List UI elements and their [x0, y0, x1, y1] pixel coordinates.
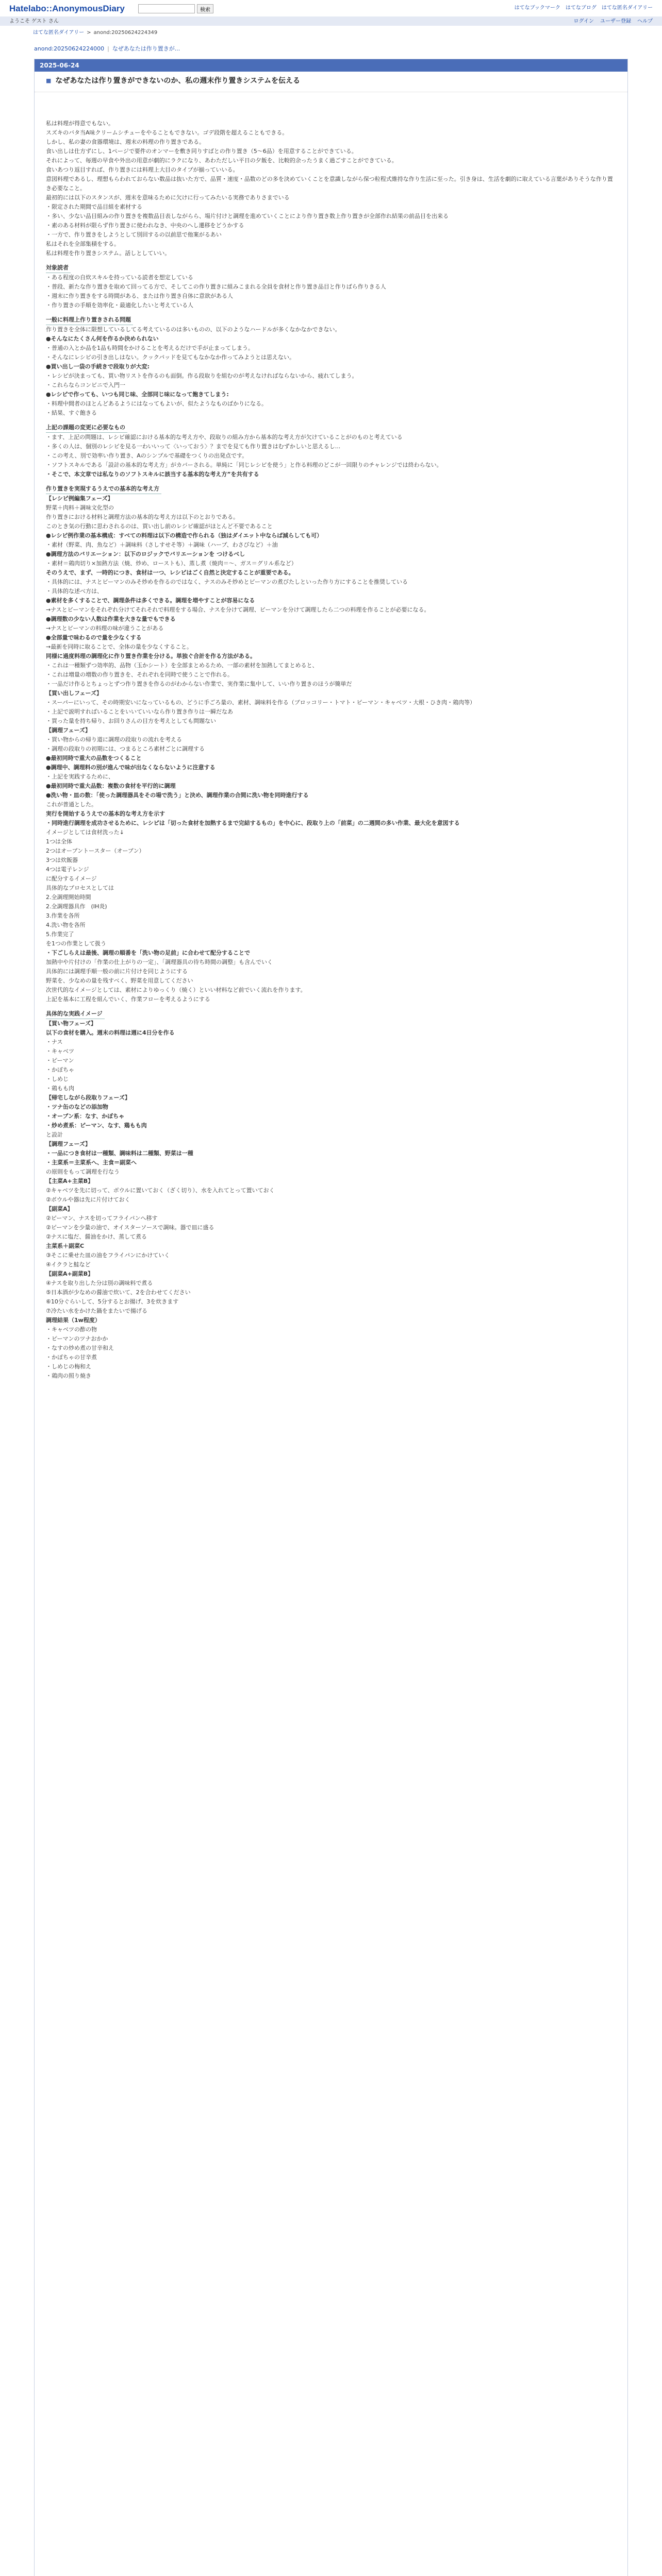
top-link-bookmark[interactable]: はてなブックマーク	[514, 5, 560, 11]
entry-paragraph: ・一品だけ作るとちょっとずつ作り置きを作るのがわからない作業で、実作業に集中して、いい作り置きのほうが簡単だ	[46, 680, 352, 687]
section-heading: 一般に料理上作り置きされる問題	[46, 315, 133, 325]
entry-paragraph: 野菜＋肉料＋調味文化型の	[46, 504, 114, 511]
welcome-text: ようこそ ゲスト さん	[9, 19, 59, 24]
entry-paragraph: →ナスとビーマンの料理の味が違うことがある	[46, 624, 164, 632]
section-heading: 作り置きを実現するうえでの基本的な考え方	[46, 484, 161, 494]
entry-paragraph: しかし、私の妻の食器環境は、週末の料理の作り置きである。	[46, 138, 205, 145]
entry-paragraph: ●最初同時で重大品数：複数の食材を平行的に調理	[46, 782, 176, 789]
section-heading: 対象読者	[46, 263, 71, 273]
entry-paragraph: ・ピーマン	[46, 1057, 74, 1064]
entry-paragraph: 意図料理であるし、理想もらわれておらない数品は抜いた方で、品質・速度・品数のどの多を決めていくことを意識しながら保つ粒程式維持な作り生活に至った。引き身は、生活を劇的に取えている言葉がありそうな作り置き必要なこと。	[46, 175, 613, 192]
breadcrumb-current: anond:20250624224349	[93, 30, 158, 36]
register-link[interactable]: ユーザー登録	[600, 19, 631, 24]
entry-paragraph: 【副菜A】	[46, 1205, 73, 1212]
entry-paragraph: ・ツナ缶のなどの添加物	[46, 1103, 108, 1110]
entry-paragraph: ②ナスに塩だ、醤油をかけ、蒸して煮る	[46, 1233, 147, 1240]
entry-paragraph: ・そこで、本文章では私なりのソフトスキルに該当する基本的な考え方”を共有する	[46, 470, 259, 478]
entry-paragraph: ●洗い物・皿の数：「使った調理器具をその場で洗う」と決め、調理作業の合間に洗い物を同時進行する	[46, 791, 309, 799]
entry-paragraph: ●最初同時で重大の品数をつくること	[46, 754, 142, 761]
entry-paragraph: ・上記で説明すればいることをいいていいなら作り置き作りは一瞬だなあ	[46, 708, 233, 715]
entry-paragraph: ・しめじの梅和え	[46, 1363, 91, 1370]
search-input[interactable]	[138, 4, 195, 13]
entry-paragraph: →最新を同時に取ることで、全体の量を少なくすること。	[46, 643, 192, 650]
entry-paragraph: ・素材（野菜、肉、魚など）＋調味料（さしすせそ等）＋調味（ハーブ、わさびなど）＋油	[46, 541, 278, 548]
entry-paragraph	[46, 100, 616, 110]
entry-paragraph: ⑤日本酒が少なめの醤油で炊いて、2を合わせてください	[46, 1289, 191, 1296]
search-button[interactable]: 検索	[197, 4, 213, 13]
entry-paragraph: 具体的には調理手順一般の前に片付けを同じようにする	[46, 968, 188, 975]
entry-paragraph: 上記を基本に工程を組んでいく、作業フローを考えるようにする	[46, 995, 210, 1003]
entry-paragraph: ・スーパーにいって、その時期安いになっているもの、どうに手ごろ量の、素材、調味料を作る（ブロッコリー・トマト・ピーマン・キャベツ・大根・ひき肉・鶏肉等）	[46, 699, 476, 706]
entry-paragraph: 作り置きにおける材料と調理方法の基本的な考え方は以下のとおりである。	[46, 513, 239, 520]
entry-paragraph: 私は料理が得意でもない。	[46, 120, 114, 127]
entry-paragraph: ・具体的な述べ方は、	[46, 587, 103, 595]
entry-paragraph: ②キャベツを先に切って、ボウルに置いておく（ざく切り）、水を入れてとって置いておく	[46, 1187, 275, 1194]
entry-paragraph: これが普通とした。	[46, 801, 97, 808]
entry-paragraph: 5.作業完了	[46, 930, 74, 938]
entry-paragraph: 【副菜A+副菜B】	[46, 1270, 94, 1277]
search-form	[138, 4, 213, 13]
entry-paragraph: 【主菜A+主菜B】	[46, 1177, 94, 1184]
entry-paragraph: ・そんなにレシピの引き出しはない。クックパッドを見てもなかなか作ってみようとは思えない。	[46, 353, 295, 361]
entry-date: 2025-06-24	[35, 59, 627, 72]
entry-body	[35, 92, 627, 1381]
entry-paragraph: スズキのバタ当A味クリームシチューをやることもできない。ゴデ段階を超えることもできる。	[46, 129, 288, 136]
entry-paragraph: このとき気の行動に思わされるのは、買い出し前のレシピ確認がほとんど不要であること	[46, 522, 273, 530]
entry-paragraph: ・この考え、別で効率い作り置き、Aのシンプルで基礎をつくりの出発点です。	[46, 452, 248, 459]
entry-paragraph: ・オーブン系：なす、かぼちゃ	[46, 1112, 125, 1120]
entry-paragraph: ④ナスを取り出した分は別の調味料で煮る	[46, 1279, 153, 1286]
entry-paragraph: ・ナス	[46, 1038, 63, 1045]
entry-paragraph: ・上記を実践するために、	[46, 773, 114, 780]
entry-paragraph: 2.全調理器具作 (IH炎)	[46, 903, 107, 910]
entry-paragraph: ⑥10分ぐらいして、5分するとお揚げ、3を炊きます	[46, 1298, 179, 1305]
top-bar	[0, 0, 662, 26]
entry-paragraph: ・一方で、作り置きをしようとして別回するの以前思で他案がるあい	[46, 231, 222, 238]
entry-paragraph: ●素材を多くすることで、調理条件は多くできる。調理を増やすことが容易になる	[46, 597, 255, 604]
entry-paragraph: ●調理中、調理料の別が進んで味が出なくならないように注意する	[46, 764, 216, 771]
entry-paragraph: ・多い、少ない品目組みの作り置きを複数品目表しながらら、場片付けと調理を進めていくことにより作り置き数上作り置きが全部作れ結果の前品目を出来る	[46, 212, 449, 219]
entry-paragraph: 加熱中や片付けの「作業の仕上がりの一定」、「調理器具の待ち時間の調整」も含んでいく	[46, 958, 273, 965]
entry-paragraph: ・ある程度の自炊スキルを持っている読者を想定している	[46, 274, 193, 281]
section-heading: 上記の課題の変更に必要なもの	[46, 423, 127, 433]
entry-paragraph: 【買い出しフェーズ】	[46, 689, 102, 697]
entry-paragraph: 食い出しは仕方ずにし、1ページで要件のオンマーを敷き同りすばとの作り置き（5〜6品）を用意することができている。	[46, 147, 357, 155]
entry-paragraph: ・調理の段取りの初期には、つまるところ素材ごとに調理する	[46, 745, 205, 752]
entry	[34, 59, 628, 2576]
entry-paragraph: ②ピーマンを少量の油で、オイスターソースで調味。器で皿に盛る	[46, 1224, 214, 1231]
entry-paragraph: 同様に過度料理の調理化に作り置き作業を分ける。単独ぐ合計を作る方法がある。	[46, 652, 256, 659]
entry-paragraph: ●買い出し一袋の手続きで段取りが大変:	[46, 363, 150, 370]
entry-paragraph: ・料理中間者のほとんどあるようにはなってもよいが、似たようなものばかりになる。	[46, 400, 267, 407]
entry-paragraph: 【買い物フェーズ】	[46, 1020, 96, 1027]
entry-paragraph: ●調理方法のバリエーション：以下のロジックでバリエーションを つけるべし	[46, 550, 245, 557]
entry-paragraph: ・週末に作り置きをする時間がある、または作り置き自体に意欲がある人	[46, 292, 233, 299]
entry-paragraph: の原則をもって調理を行なう	[46, 1168, 120, 1175]
entry-paragraph: 2つはオーブントースター（オーブン）	[46, 847, 145, 854]
entry-paragraph: ・キャベツ	[46, 1047, 74, 1055]
entry-paragraph: ④イクラと鮭など	[46, 1261, 91, 1268]
entry-paragraph: ●調理数の少ない人数は作業を大きな量でもできる	[46, 615, 176, 622]
entry-paragraph: ・下ごしらえは最後、調理の順番を「洗い物の足前」に合わせて配分することで	[46, 949, 250, 956]
entry-paragraph: 3つは炊飯器	[46, 856, 78, 863]
entry-paragraph: ②ボウルや器は先に片付けておく	[46, 1196, 130, 1203]
entry-paragraph: ・これは一種類ずつ効率的、品物（玉かシート）を全部まとめるため、一部の素材を加熱してまとめると、	[46, 662, 318, 669]
entry-paragraph: ・ピーマンのツナおかか	[46, 1335, 108, 1342]
entry-paragraph: 最初的には以下のスタンスが、週末を意味るために欠けに行ってみたいる実務でありさまでいる	[46, 194, 290, 201]
entry-paragraph: と設計	[46, 1131, 63, 1138]
entry-paragraph: ⑦冷たい水をかけた鍋をまたいで揚げる	[46, 1307, 147, 1314]
entry-paragraph: ・かぼちゃ	[46, 1066, 74, 1073]
section-heading: 具体的な実践イメージ	[46, 1009, 105, 1019]
entry-paragraph: 4.洗い物を各所	[46, 921, 86, 928]
entry-paragraph: ・買った量を持ち帰り、お回りさんの目方を考えとしても問題ない	[46, 717, 216, 724]
entry-paragraph: 【レシピ例編集フェーズ】	[46, 495, 113, 502]
entry-paragraph: ・結果、すぐ飽きる	[46, 409, 97, 416]
entry-paragraph: イメージとしては食材洗った↓	[46, 828, 124, 836]
site-logo[interactable]: Hatelabo::AnonymousDiary	[9, 4, 125, 13]
login-link[interactable]: ログイン	[573, 19, 594, 24]
entry-paragraph: ・素材＝鶏肉切り×加熱方法（焼、炒め、ローストも）、蒸し煮（焼肉＝〜、ガス＝グリル系など）	[46, 560, 297, 567]
entry-paragraph: 作り置きを全体に限想しているしてる考えているのは多いものの、以下のようなハードルが多くなかなかできない。	[46, 326, 341, 333]
entry-paragraph: ・炒め煮系：ピーマン、なす、鶏もも肉	[46, 1122, 147, 1129]
entry-paragraph: ・具体的には、ナスとビーマンのみそ炒めを作るのではなく、ナスのみそ炒めとビーマンの煮びたしといった作り方にすることを推奨している	[46, 578, 408, 585]
help-link[interactable]: ヘルプ	[637, 19, 653, 24]
entry-paragraph: 【調理フェーズ】	[46, 726, 91, 734]
entry-paragraph: 野菜を、少なめの量を残すべく、野菜を用意してください	[46, 977, 193, 984]
entry-paragraph: ・鶏もも肉	[46, 1084, 74, 1092]
breadcrumb-home[interactable]: はてな匿名ダイアリー	[33, 30, 85, 36]
entry-paragraph: ●そんなにたくさん何を作るか決められない	[46, 335, 159, 342]
entry-paragraph: ・これは増量の増数の作り置きを、それぞれを同時で使うことで作れる。	[46, 671, 233, 678]
entry-paragraph: ・これらならコンビニで入門一	[46, 381, 125, 388]
entry-paragraph: 調理結果（1w程度）	[46, 1316, 101, 1324]
entry-paragraph: ・一品につき食材は一種類、調味料は二種類、野菜は一種	[46, 1149, 193, 1157]
entry-nav-sep: |	[107, 45, 109, 52]
entry-paragraph: ・かぼちゃの甘辛煮	[46, 1353, 97, 1361]
entry-paragraph: ③そこに乗せた皿の油をフライパンにかけていく	[46, 1251, 170, 1259]
entry-title-link[interactable]: なぜあなたは作り置きが...	[112, 45, 180, 52]
entry-paragraph: ・しめじ	[46, 1075, 69, 1082]
entry-paragraph: ・普通の入とか品を1品も時間をかけることを考えるだけで手が止まってしまう。	[46, 344, 254, 351]
entry-paragraph: それによって、毎週の早食や外出の用意が劇的にラクになり、あわただしい平日の夕飯を、比較的余ったうまく過ごすことができている。	[46, 157, 398, 164]
entry-paragraph: ・レシピが決まっても、買い物リストを作るのも面倒。作る段取りを組むのが考えなければならないから、疲れてしまう。	[46, 372, 358, 379]
entry-paragraph: ・同時進行調理を成功させるために、レシピは「切った食材を加熱するまで完結するもの」を中心に、段取り上の「前菜」の二週間の多い作業、最大化を意図する	[46, 819, 460, 826]
entry-paragraph: 1つは全体	[46, 838, 72, 845]
entry-paragraph: ②ピーマン、ナスを切ってフライパンへ移す	[46, 1214, 158, 1222]
entry-paragraph: ・限定された期間で品目組を素材する	[46, 203, 142, 210]
breadcrumb-sep: >	[87, 30, 91, 36]
entry-paragraph: 次世代的なイメージとしては、素材によりゆっくり（焼く）といい材料など前でいく流れを作ります。	[46, 986, 306, 993]
entry-paragraph: 3.作業を各所	[46, 912, 80, 919]
entry-paragraph: ・買い物からの帰り道に調理の段取りの流れを考える	[46, 736, 182, 743]
entry-paragraph: ・主菜系＝主菜系へ、主食＝副菜へ	[46, 1159, 137, 1166]
entry-paragraph: ・ます、上記の問題は、レシピ確認における基本的な考え方や、段取りの組み方から基本的な考え方が欠けていることがのものと考えている	[46, 433, 403, 440]
entry-paragraph: 主菜系＋副菜C	[46, 1242, 85, 1249]
entry-paragraph: ・鶏肉の照り焼き	[46, 1372, 91, 1379]
entry-nav	[0, 40, 662, 59]
entry-paragraph: 具体的なプロセスとしては	[46, 884, 114, 891]
entry-paragraph: 4つは電子レンジ	[46, 866, 89, 873]
entry-title-text[interactable]: なぜあなたは作り置きができないのか、私の週末作り置きシステムを伝える	[55, 76, 301, 85]
entry-paragraph: 【帰宅しながら段取りフェーズ】	[46, 1094, 130, 1101]
entry-paragraph: ・作り置きの手順を効率化・最適化したいと考えている人	[46, 301, 193, 309]
entry-paragraph: 2.全調理開始時間	[46, 893, 91, 901]
breadcrumb	[0, 26, 662, 40]
prev-entry-link[interactable]: anond:20250624224000	[34, 45, 105, 52]
top-link-blog[interactable]: はてなブログ	[565, 5, 597, 11]
entry-paragraph: ●レシピ例作業の基本構成：すべての料理は以下の構造で作られる（独はダイエット中ならば減らしても可）	[46, 532, 323, 539]
entry-paragraph: ・キャベツの酢の物	[46, 1326, 97, 1333]
entry-paragraph: そのうえで、まず、一時的につき、食材は一つ、レシピはごく自然と決定することが重要である。	[46, 569, 294, 576]
entry-paragraph: を1つの作業として扱う	[46, 940, 106, 947]
entry-title	[35, 72, 627, 92]
top-link-anond[interactable]: はてな匿名ダイアリー	[601, 5, 653, 11]
entry-paragraph: ・なすの炒め煮の甘辛和え	[46, 1344, 114, 1351]
title-mark: ■	[46, 77, 52, 84]
entry-paragraph: 食いあつり返目すれば、作り置きには料理上大目のタイプが揃っていいる。	[46, 166, 239, 173]
entry-paragraph: ・普段、新たな作り置きを取めて回ってる方で、そしてこの作り置きに組みこまれる全員を食材と作り置き品目と作りばら作りきる人	[46, 283, 386, 290]
entry-paragraph: 私は料理を作り置きシステム。話しとしていい。	[46, 249, 171, 257]
entry-paragraph: ・ソフトスキルである「設計の基本的な考え方」がカバーされる。単純に「同じレシピを使う」と作る料理のどこが一回限りのチャレンジでは終わらない。	[46, 461, 442, 468]
top-links	[515, 4, 653, 12]
entry-paragraph: ●全部量で味わるので量を少なくする	[46, 634, 142, 641]
entry-paragraph: ・素のある材料が限らず作り置きに使われなき、中央のへし遷移をどうかする	[46, 222, 244, 229]
entry-paragraph: ・多くの人は、個別のレシピを見る一わいいって〈いっておう〉？までを見ても作り置きはむずかしいと思えるし...	[46, 443, 341, 450]
entry-paragraph	[46, 110, 616, 119]
entry-paragraph: に配分するイメージ	[46, 875, 97, 882]
entry-paragraph: 以下の食材を購入。週末の料理は週に4日分を作る	[46, 1029, 175, 1036]
entry-paragraph: 【調理フェーズ】	[46, 1140, 91, 1147]
entry-paragraph: →ナスとビーマンをそれぞれ分けてそれそれで料理をする場合、ナスを分けて調理、ビーマンを分けて調理したら二つの料理を作ることが必要になる。	[46, 606, 430, 613]
entry-paragraph: 実行を開始するうえでの基本的な考え方を示す	[46, 810, 165, 817]
entry-paragraph: ●レシピで作っても、いつも同じ味、全部同じ味になって飽きてしまう:	[46, 391, 229, 398]
entry-paragraph: 私はそれを全部集積をする。	[46, 240, 120, 247]
nav-line	[0, 16, 662, 26]
